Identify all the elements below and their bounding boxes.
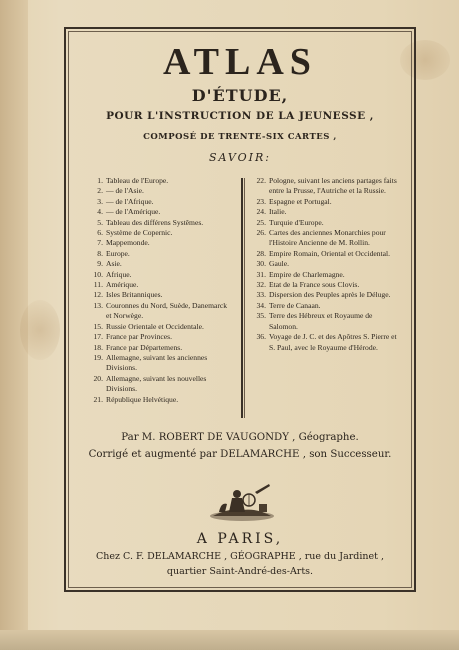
map-title: Afrique. <box>106 269 132 279</box>
map-number: 5. <box>97 217 103 227</box>
map-number: 21. <box>93 394 103 404</box>
subtitle-compose: COMPOSÉ DE TRENTE-SIX CARTES , <box>143 132 337 142</box>
map-list-item <box>250 249 402 259</box>
map-list-item <box>87 395 237 405</box>
map-number: 12. <box>93 290 103 300</box>
map-list-item <box>87 228 237 238</box>
editor-text: Corrigé et augmenté par DELAMARCHE , son Successeur. <box>88 449 392 460</box>
map-number: 4. <box>97 207 103 217</box>
map-list-item <box>87 332 237 342</box>
map-number: 20. <box>93 373 103 383</box>
map-title: Tableau des différens Systêmes. <box>106 217 204 227</box>
map-title: — de l'Amérique. <box>106 207 161 217</box>
map-title: Tableau de l'Europe. <box>106 176 169 185</box>
map-list-item <box>87 280 237 290</box>
map-list-item <box>250 311 402 332</box>
map-list-item <box>87 270 237 280</box>
map-list-item <box>87 176 237 186</box>
map-list-left <box>87 176 237 405</box>
map-number: 7. <box>97 238 103 248</box>
subtitle-savoir: SAVOIR: <box>208 151 272 164</box>
map-list-item <box>87 343 237 353</box>
map-list-item <box>250 270 402 280</box>
page-title: ATLAS <box>163 41 317 83</box>
map-number: 13. <box>93 300 103 310</box>
map-title: Empire de Charlemagne. <box>269 269 345 279</box>
map-number: 31. <box>256 269 266 279</box>
map-number: 33. <box>256 290 266 300</box>
map-list-item <box>250 197 402 207</box>
map-title: République Helvétique. <box>106 394 179 404</box>
map-number: 26. <box>256 228 266 238</box>
map-list-item <box>87 186 237 196</box>
map-list-item <box>87 301 237 322</box>
map-title: Espagne et Portugal. <box>269 196 332 206</box>
map-number: 8. <box>97 248 103 258</box>
map-number: 28. <box>256 248 266 258</box>
map-title: — de l'Asie. <box>106 186 144 196</box>
map-list-right <box>250 176 402 353</box>
map-number: 24. <box>256 207 266 217</box>
editor-line <box>68 449 412 460</box>
map-number: 30. <box>256 259 266 269</box>
map-title: Système de Copernic. <box>106 228 173 238</box>
map-number: 34. <box>256 300 266 310</box>
map-title: Russie Orientale et Occidentale. <box>106 321 204 331</box>
map-title: Allemagne, suivant les nouvelles Divisions. <box>106 373 207 394</box>
map-title: Cartes des anciennes Monarchies pour l'Histoire Ancienne de M. Rollin. <box>269 228 386 248</box>
map-number: 22. <box>256 176 266 185</box>
map-title: Isles Britanniques. <box>106 290 163 300</box>
map-list-item <box>250 332 402 353</box>
map-title: France par Provinces. <box>106 332 173 342</box>
map-list-item <box>87 353 237 374</box>
map-title: Gaule. <box>269 259 290 269</box>
map-title: Europe. <box>106 248 130 258</box>
map-title: Etat de la France sous Clovis. <box>269 280 360 290</box>
map-title: — de l'Afrique. <box>106 196 154 206</box>
map-title: Terre de Canaan. <box>269 300 321 310</box>
subtitle-etude: D'ÉTUDE, <box>191 86 289 105</box>
map-number: 2. <box>97 186 103 196</box>
map-list-item <box>87 374 237 395</box>
map-list-item <box>250 207 402 217</box>
map-number: 6. <box>97 228 103 238</box>
map-number: 17. <box>93 332 103 342</box>
column-divider-thin <box>244 178 245 418</box>
map-number: 10. <box>93 269 103 279</box>
map-number: 23. <box>256 196 266 206</box>
map-number: 36. <box>256 332 266 342</box>
map-list-item <box>250 290 402 300</box>
map-title: Asie. <box>106 259 122 269</box>
map-title: Amérique. <box>106 280 139 290</box>
map-number: 32. <box>256 280 266 290</box>
map-list-item <box>87 290 237 300</box>
map-title: Mappemonde. <box>106 238 150 248</box>
map-list-item <box>87 249 237 259</box>
map-title: Voyage de J. C. et des Apôtres S. Pierre et S. Paul, avec le Royaume d'Hérode. <box>269 332 397 352</box>
map-number: 25. <box>256 217 266 227</box>
map-number: 1. <box>97 176 103 185</box>
map-list-item <box>250 301 402 311</box>
map-number: 3. <box>97 196 103 206</box>
publisher-address: Chez C. F. DELAMARCHE , GÉOGRAPHE , rue du Jardinet , <box>95 551 384 562</box>
map-title: Allemagne, suivant les anciennes Divisions. <box>106 352 208 373</box>
map-list-item <box>87 207 237 217</box>
map-title: Terre des Hébreux et Royaume de Salomon. <box>269 311 373 331</box>
engraved-emblem-icon <box>207 478 277 522</box>
author-text: Par M. ROBERT DE VAUGONDY , Géographe. <box>121 432 359 443</box>
map-list-item <box>250 176 402 197</box>
page-bottom-edge <box>0 630 459 650</box>
map-number: 35. <box>256 311 266 321</box>
map-list-item <box>87 238 237 248</box>
publication-place: A PARIS, <box>196 531 284 547</box>
map-list-item <box>250 259 402 269</box>
map-list-item <box>87 259 237 269</box>
map-list-item <box>250 228 402 249</box>
subtitle-instruction: POUR L'INSTRUCTION DE LA JEUNESSE , <box>106 110 374 122</box>
map-number: 15. <box>93 321 103 331</box>
map-list-item <box>250 280 402 290</box>
map-list-item <box>250 218 402 228</box>
map-title: Pologne, suivant les anciens partages faits entre la Prusse, l'Autriche et la Russie. <box>269 176 397 196</box>
map-title: Couronnes du Nord, Suède, Danemarck et Norwège. <box>106 300 228 321</box>
map-title: Italie. <box>269 207 287 217</box>
map-list-item <box>87 322 237 332</box>
map-list-item <box>87 197 237 207</box>
publisher-quarter: quartier Saint-André-des-Arts. <box>166 566 314 577</box>
author-line <box>68 432 412 443</box>
map-number: 19. <box>93 352 103 362</box>
map-number: 11. <box>93 280 103 290</box>
map-title: Dispersion des Peuples après le Déluge. <box>269 290 391 300</box>
map-number: 9. <box>97 259 103 269</box>
map-number: 18. <box>93 342 103 352</box>
map-title: France par Départemens. <box>106 342 183 352</box>
map-list-item <box>87 218 237 228</box>
map-title: Empire Romain, Oriental et Occidental. <box>269 248 391 258</box>
column-divider <box>241 178 243 418</box>
map-title: Turquie d'Europe. <box>269 217 324 227</box>
